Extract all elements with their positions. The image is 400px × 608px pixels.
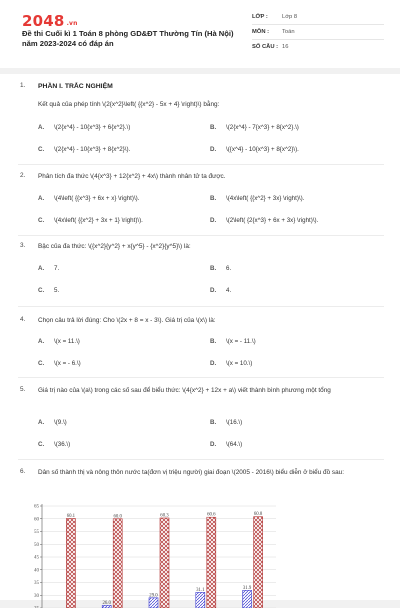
question-text: Kết quả của phép tính \(2{x^2}\left( {{x^2} - 5x + 4} \right)\) bằng: xyxy=(38,101,220,108)
bar-value-label: 60.6 xyxy=(207,512,216,518)
chart-bar xyxy=(66,518,75,608)
question-number: 4. xyxy=(20,316,26,323)
option-text: \(2\left( {2{x^3} + 6x + 3x} \right)\). xyxy=(226,217,319,224)
meta-key: SỐ CÂU : xyxy=(252,44,279,50)
option-c[interactable] xyxy=(38,287,59,294)
question-divider xyxy=(18,164,384,165)
option-d[interactable] xyxy=(210,360,252,367)
option-label: D. xyxy=(210,146,217,153)
chart-axes xyxy=(34,504,42,608)
bar-value-label: 60.0 xyxy=(113,514,122,520)
document-title: Đề thi Cuối kì 1 Toán 8 phòng GD&ĐT Thường Tín (Hà Nội) năm 2023-2024 có đáp án xyxy=(22,29,234,48)
site-logo[interactable] xyxy=(22,12,78,30)
option-b[interactable] xyxy=(210,338,256,345)
question-list xyxy=(0,74,400,606)
chart-bar xyxy=(243,590,252,608)
option-label: D. xyxy=(210,360,217,367)
option-d[interactable] xyxy=(210,441,242,448)
meta-row-subject xyxy=(252,25,384,40)
option-a[interactable] xyxy=(38,419,67,426)
option-text: \(64.\) xyxy=(226,441,243,448)
option-label: A. xyxy=(38,265,45,272)
option-text: \(36.\) xyxy=(54,441,71,448)
y-tick-label: 55 xyxy=(34,530,39,536)
option-text: \(2{x^4} - 7{x^3} + 8{x^2}.\) xyxy=(226,124,299,131)
question-text: Giá trị nào của \(a\) trong các số sau để biểu thức: \(4{x^2} + 12x + a\) viết thành bình phương một tổng xyxy=(38,387,331,394)
option-label: B. xyxy=(210,195,217,202)
question-number: 6. xyxy=(20,468,26,475)
y-tick-label: 35 xyxy=(34,581,39,587)
meta-key: LỚP : xyxy=(252,14,268,20)
option-text: \(16.\) xyxy=(226,419,243,426)
option-label: C. xyxy=(38,287,45,294)
option-c[interactable] xyxy=(38,441,70,448)
option-text: \(x = - 6.\) xyxy=(54,360,81,367)
meta-value: Lớp 8 xyxy=(282,14,298,20)
option-text: \(x = 11.\) xyxy=(54,338,80,345)
meta-table xyxy=(252,10,384,54)
question-text: Dân số thành thị và nông thôn nước ta(đơn vị triệu người) giai đoạn \(2005 - 2016\) biểu diễn ở biểu đồ sau: xyxy=(38,469,344,476)
section-title: PHẦN I. TRẮC NGHIỆM xyxy=(38,83,113,90)
chart-bar xyxy=(196,592,205,608)
option-c[interactable] xyxy=(38,217,143,224)
logo-suffix: .vn xyxy=(66,20,78,27)
question-number: 1. xyxy=(20,82,26,89)
option-label: B. xyxy=(210,265,217,272)
option-text: \(x = - 11.\) xyxy=(226,338,256,345)
chart-bar xyxy=(207,517,216,608)
bar-value-label: 60.8 xyxy=(253,512,263,518)
bar-value-label: 26.0 xyxy=(102,600,111,606)
y-tick-label: 50 xyxy=(34,542,39,548)
meta-value: Toán xyxy=(282,29,295,35)
population-chart xyxy=(14,498,284,608)
y-tick-label: 65 xyxy=(34,504,39,510)
document-header xyxy=(0,0,400,64)
bar-value-label: 31.9 xyxy=(242,585,252,591)
question-divider xyxy=(18,235,384,236)
meta-key: MÔN : xyxy=(252,29,270,35)
bar-value-label: 31.1 xyxy=(196,587,205,593)
y-tick-label: 60 xyxy=(34,517,39,523)
question-number: 5. xyxy=(20,386,26,393)
option-label: B. xyxy=(210,419,217,426)
option-text: 5. xyxy=(54,287,60,294)
option-text: 4. xyxy=(226,287,232,294)
chart-bar xyxy=(149,598,158,608)
question-number: 3. xyxy=(20,242,26,249)
option-text: \(4\left( {{x^3} + 6x + x} \right)\). xyxy=(54,195,140,202)
option-text: \(2{x^4} - 10{x^3} + 6{x^2}.\) xyxy=(54,124,131,131)
option-text: \(4x\left( {{x^2} + 3x + 1} \right)\). xyxy=(54,217,143,224)
option-label: C. xyxy=(38,441,45,448)
question-text: Bậc của đa thức: \({x^2}{y^2} + x{y^5} - {x^2}{y^5}\) là: xyxy=(38,243,191,250)
option-label: C. xyxy=(38,217,45,224)
y-tick-label: 40 xyxy=(34,568,39,574)
option-label: D. xyxy=(210,441,217,448)
question-divider xyxy=(18,377,384,378)
option-text: \(x = 10.\) xyxy=(226,360,253,367)
option-label: A. xyxy=(38,419,45,426)
chart-bars xyxy=(56,512,263,608)
question-divider xyxy=(18,306,384,307)
option-label: B. xyxy=(210,338,217,345)
question-number: 2. xyxy=(20,172,26,179)
bar-value-label: 60.1 xyxy=(66,513,76,519)
option-c[interactable] xyxy=(38,146,130,153)
meta-value: 16 xyxy=(282,44,289,50)
option-label: A. xyxy=(38,338,45,345)
option-d[interactable] xyxy=(210,217,318,224)
option-label: B. xyxy=(210,124,217,131)
option-b[interactable] xyxy=(210,195,304,202)
meta-row-class xyxy=(252,10,384,25)
option-a[interactable] xyxy=(38,124,130,131)
option-text: \(2{x^4} - 10{x^3} + 8{x^2}\). xyxy=(54,146,131,153)
option-b[interactable] xyxy=(210,419,242,426)
option-label: D. xyxy=(210,217,217,224)
option-label: D. xyxy=(210,287,217,294)
chart-bar xyxy=(254,517,263,608)
y-tick-label: 45 xyxy=(34,555,39,561)
option-b[interactable] xyxy=(210,265,231,272)
y-tick-label: 30 xyxy=(34,593,39,599)
option-text: \(9.\) xyxy=(54,419,67,426)
bar-value-label: 60.3 xyxy=(160,513,169,519)
question-text: Phân tích đa thức \(4{x^3} + 12{x^2} + 4x\) thành nhân tử ta được. xyxy=(38,173,226,180)
option-text: 6. xyxy=(226,265,232,272)
option-a[interactable] xyxy=(38,195,139,202)
bar-value-label: 29.0 xyxy=(149,593,158,599)
question-divider xyxy=(18,459,384,460)
chart-bar xyxy=(113,519,122,608)
option-a[interactable] xyxy=(38,338,80,345)
option-text: \({x^4} - 10{x^3} + 8{x^2}\). xyxy=(226,146,299,153)
option-text: 7. xyxy=(54,265,60,272)
option-label: C. xyxy=(38,146,45,153)
option-label: A. xyxy=(38,195,45,202)
option-label: A. xyxy=(38,124,45,131)
question-text: Chọn câu trả lời đúng: Cho \(2x + 8 = x - 3\). Giá trị của \(x\) là: xyxy=(38,317,216,324)
option-d[interactable] xyxy=(210,287,231,294)
option-a[interactable] xyxy=(38,265,59,272)
option-b[interactable] xyxy=(210,124,299,131)
option-label: C. xyxy=(38,360,45,367)
option-d[interactable] xyxy=(210,146,299,153)
meta-row-count xyxy=(252,40,384,54)
chart-bar xyxy=(160,518,169,608)
option-c[interactable] xyxy=(38,360,81,367)
chart-grid xyxy=(42,506,276,608)
option-text: \(4x\left( {{x^2} + 3x} \right)\). xyxy=(226,195,305,202)
logo-text: 2048 xyxy=(22,12,65,30)
